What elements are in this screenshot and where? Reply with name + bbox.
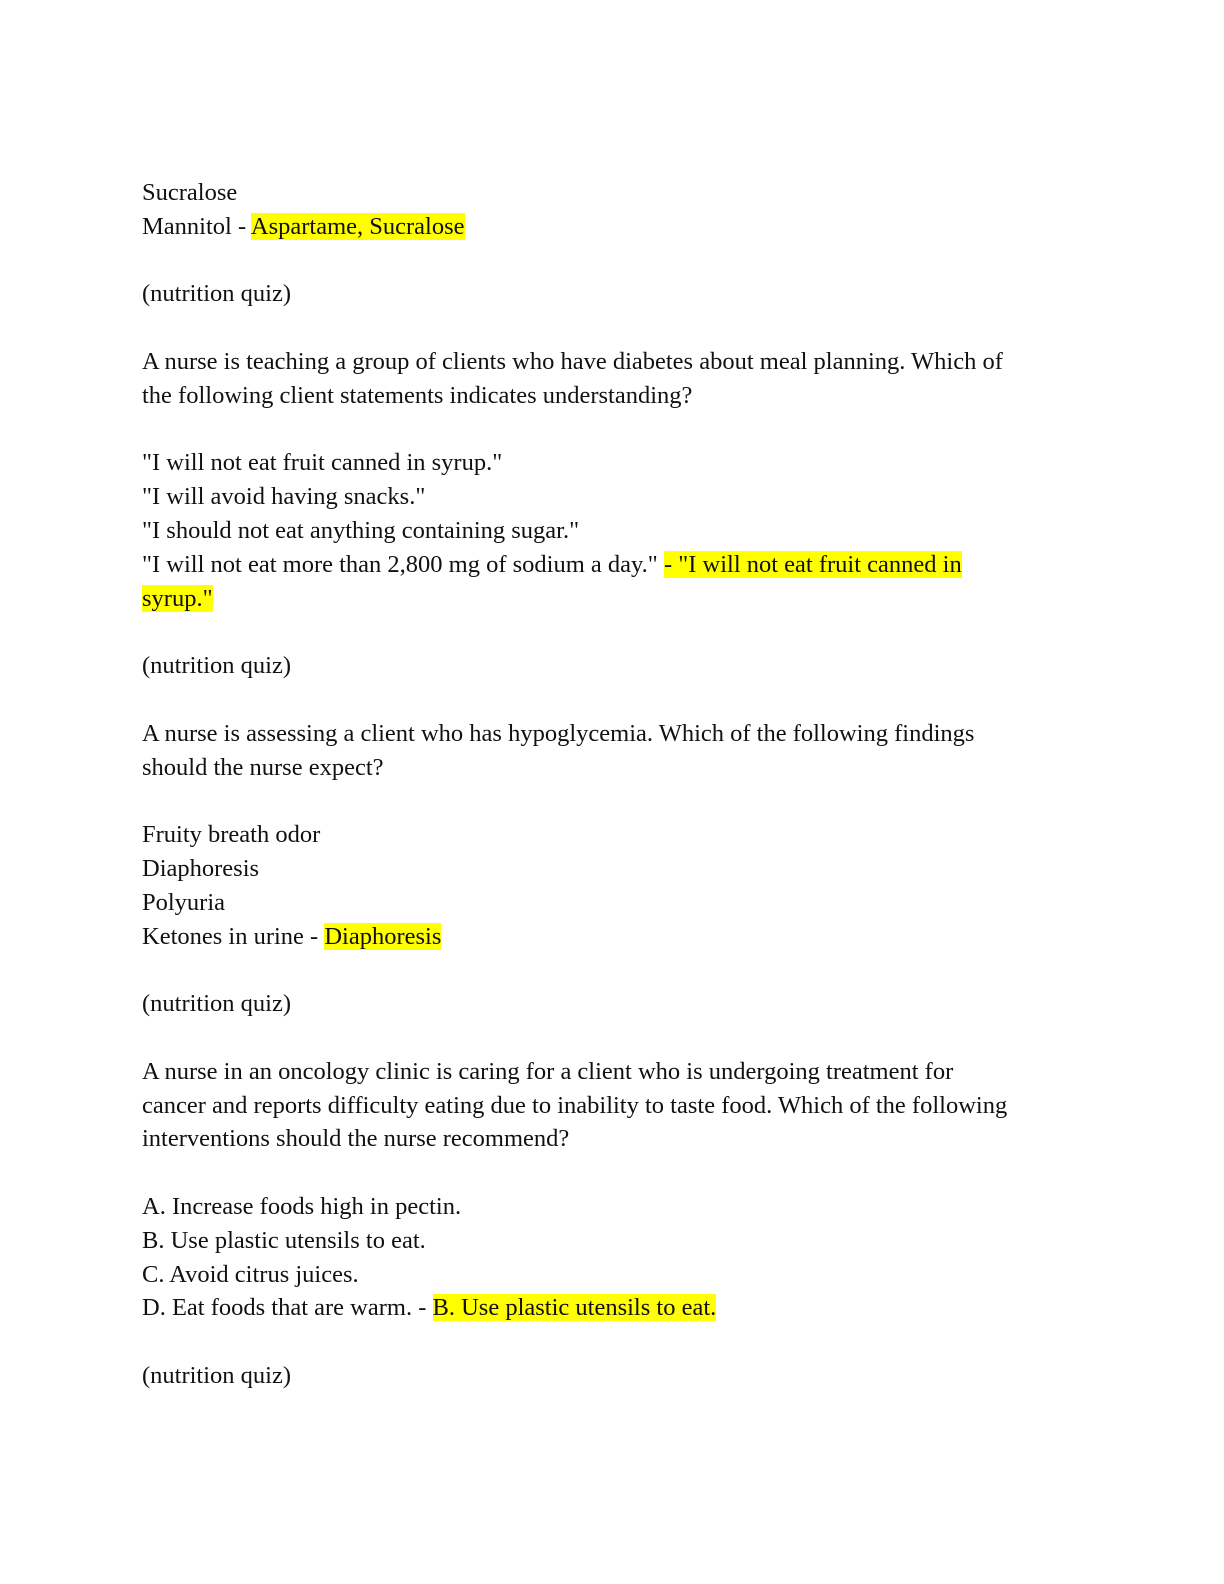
highlighted-answer: - "I will not eat fruit canned in — [663, 550, 962, 578]
quiz-tag: (nutrition quiz) — [142, 280, 292, 308]
question-block-hypoglycemia — [142, 717, 1072, 954]
spacer — [142, 1156, 1072, 1190]
spacer — [142, 953, 1072, 987]
question-block-sweeteners — [142, 176, 1072, 244]
option-line: A. Increase foods high in pectin. — [142, 1192, 462, 1220]
option-text: Ketones in urine - — [142, 922, 325, 950]
option-line-with-answer — [142, 920, 1072, 954]
quiz-tag: (nutrition quiz) — [142, 990, 292, 1018]
answer-continuation — [142, 582, 1072, 616]
spacer — [142, 784, 1072, 818]
question-text: A nurse is teaching a group of clients who have diabetes about meal planning. Which of — [142, 347, 1003, 375]
spacer — [142, 683, 1072, 717]
highlighted-answer: B. Use plastic utensils to eat. — [432, 1294, 717, 1322]
question-text: A nurse in an oncology clinic is caring for a client who is undergoing treatment for — [142, 1057, 954, 1085]
question-text: A nurse is assessing a client who has hypoglycemia. Which of the following findings — [142, 719, 975, 747]
option-text: D. Eat foods that are warm. - — [142, 1294, 433, 1322]
option-text: "I will not eat more than 2,800 mg of sodium a day." — [142, 550, 664, 578]
quiz-tag: (nutrition quiz) — [142, 652, 292, 680]
question-text: interventions should the nurse recommend? — [142, 1125, 570, 1153]
question-text: should the nurse expect? — [142, 753, 384, 781]
question-text: cancer and reports difficulty eating due to inability to taste food. Which of the following — [142, 1091, 1008, 1119]
option-line-with-answer — [142, 210, 1072, 244]
option-line: Diaphoresis — [142, 854, 260, 882]
question-block-meal-planning — [142, 345, 1072, 615]
question-block-oncology — [142, 1055, 1072, 1325]
spacer — [142, 1021, 1072, 1055]
option-line: "I should not eat anything containing sugar." — [142, 516, 580, 544]
spacer — [142, 413, 1072, 447]
option-line: B. Use plastic utensils to eat. — [142, 1226, 426, 1254]
option-line-with-answer — [142, 1291, 1072, 1325]
question-text: the following client statements indicates understanding? — [142, 381, 693, 409]
option-line: "I will avoid having snacks." — [142, 483, 426, 511]
highlighted-answer: syrup." — [142, 584, 213, 612]
option-line: Sucralose — [142, 179, 238, 206]
spacer — [142, 615, 1072, 649]
option-line: Fruity breath odor — [142, 821, 321, 849]
option-line: C. Avoid citrus juices. — [142, 1260, 359, 1288]
option-line: "I will not eat fruit canned in syrup." — [142, 449, 503, 477]
highlighted-answer: Aspartame, Sucralose — [250, 212, 465, 240]
spacer — [142, 311, 1072, 345]
quiz-tag: (nutrition quiz) — [142, 1361, 292, 1389]
spacer — [142, 1325, 1072, 1359]
option-line-with-answer — [142, 548, 1072, 582]
option-line: Polyuria — [142, 888, 226, 916]
document-page — [142, 176, 1072, 1393]
option-text: Mannitol - — [142, 212, 251, 240]
highlighted-answer: Diaphoresis — [324, 922, 442, 950]
spacer — [142, 244, 1072, 278]
